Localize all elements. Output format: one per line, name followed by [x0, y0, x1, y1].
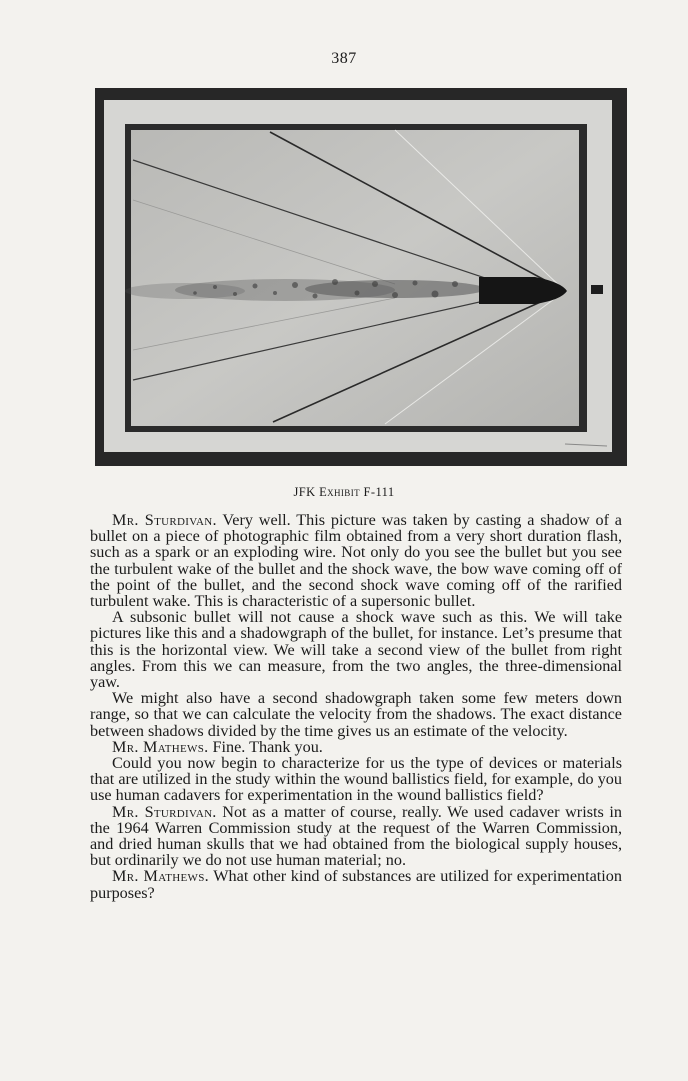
paragraph: [90, 739, 622, 755]
caption-prefix: JFK: [293, 485, 316, 499]
paragraph: [90, 755, 622, 804]
paragraph: [90, 868, 622, 900]
paragraph: [90, 512, 622, 609]
testimony-text: [90, 512, 622, 901]
speaker-name: Mr. Sturdivan.: [112, 511, 217, 529]
paragraph-text: Could you now begin to characterize for us the type of devices or materials that are utilized in the study within the wound ballistics field, for example, do you use human cadavers for experimentation in the wound ballistics field?: [90, 754, 622, 805]
paragraph: [90, 804, 622, 869]
shadowgraph-photo: [95, 88, 627, 466]
paragraph-text: What other kind of substances are utilized for experimentation purposes?: [90, 867, 622, 902]
figure-caption: [0, 485, 688, 500]
paragraph-text: A subsonic bullet will not cause a shock wave such as this. We will take pictures like this and a shadowgraph of the bullet, for instance. Let’s presume that this is the horizontal view. We will take a second view of the bullet from right angles. From this we can measure, from the two angles, the three-dimensional yaw.: [90, 608, 622, 692]
speaker-name: Mr. Mathews.: [112, 737, 209, 756]
paragraph: [90, 690, 622, 739]
paragraph-text: Very well. This picture was taken by casting a shadow of a bullet on a piece of photographic film obtained from a very short duration flash, such as a spark or an exploding wire. Not only do you see the bullet but you see the turbulent wake of the bullet and the shock wave, the bow wave coming off of the point of the bullet, and the second shock wave coming off of the rarified turbulent wake. This is characteristic of a supersonic bullet.: [90, 511, 622, 611]
paragraph-text: We might also have a second shadowgraph taken some few meters down range, so that we can calculate the velocity from the shadows. The exact distance between shadows divided by the time gives us an estimate of the velocity.: [90, 689, 622, 740]
speaker-name: Mr. Sturdivan.: [112, 802, 217, 821]
paragraph-text: Fine. Thank you.: [208, 737, 323, 756]
caption-id: F-111: [363, 485, 395, 499]
page-number: 387: [331, 50, 357, 67]
caption-exhibit: Exhibit: [319, 485, 361, 499]
paragraph: [90, 609, 622, 690]
paragraph-text: Not as a matter of course, really. We used cadaver wrists in the 1964 Warren Commission study at the request of the Warren Commission, and dried human skulls that we had obtained from the biological supply houses, but ordinarily we do not use human material; no.: [90, 802, 622, 870]
speaker-name: Mr. Mathews.: [112, 867, 209, 886]
